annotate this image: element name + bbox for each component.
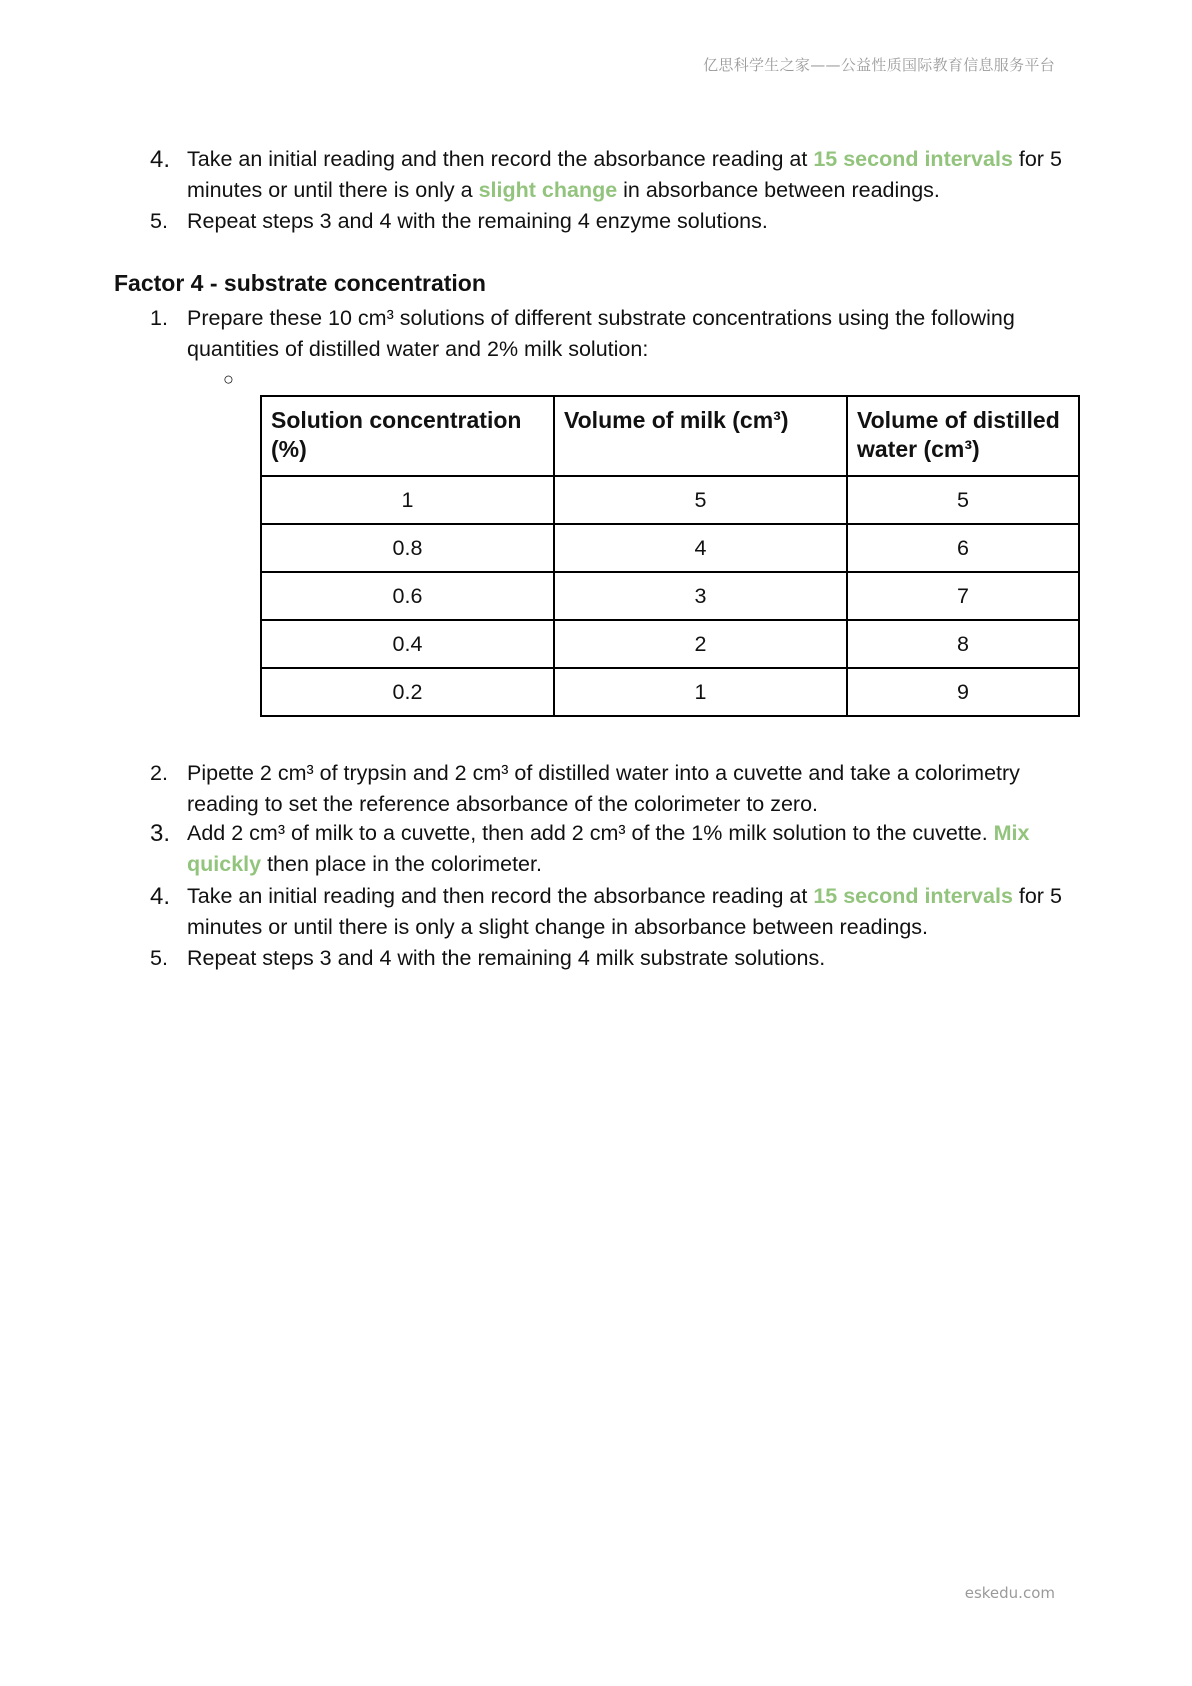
table-cell: 2 <box>554 620 847 668</box>
table-cell: 7 <box>847 572 1079 620</box>
text-segment: for 5 minutes or until there is only a <box>187 147 1062 202</box>
table-cell: 0.6 <box>261 572 554 620</box>
header-volume-milk: Volume of milk (cm³) <box>554 396 847 476</box>
table-row <box>261 668 1079 716</box>
text-segment: Pipette 2 cm³ of trypsin and 2 cm³ of distilled water into a cuvette and take a colorimetry reading to set the reference absorbance of the colorimeter to zero. <box>187 761 1020 816</box>
step-text <box>187 881 1080 943</box>
step-number: 4. <box>150 883 171 910</box>
text-segment: for 5 minutes or until there is only a slight change in absorbance between readings. <box>187 884 1062 939</box>
table-cell: 9 <box>847 668 1079 716</box>
step-number: 4. <box>150 146 171 173</box>
step-number: 1. <box>150 306 168 330</box>
page-header-text: 亿思科学生之家——公益性质国际教育信息服务平台 <box>703 56 1055 74</box>
step-text <box>187 943 1080 974</box>
step-4-substrate <box>150 881 1080 943</box>
table-cell: 4 <box>554 524 847 572</box>
step-1-substrate <box>150 303 1080 365</box>
table-cell: 8 <box>847 620 1079 668</box>
factor-4-heading: Factor 4 - substrate concentration <box>114 270 486 296</box>
table-header-row <box>261 396 1079 476</box>
table-cell: 5 <box>554 476 847 524</box>
highlighted-text: Mix quickly <box>187 821 1030 876</box>
text-segment: then place in the colorimeter. <box>261 852 542 876</box>
step-text <box>187 818 1080 880</box>
step-2-substrate <box>150 758 1080 820</box>
highlighted-text: 15 second intervals <box>813 884 1013 908</box>
header-solution-concentration: Solution concentration (%) <box>261 396 554 476</box>
page-footer-text: eskedu.com <box>964 1584 1055 1602</box>
step-text <box>187 144 1080 206</box>
step-text <box>187 206 1080 237</box>
step-number: 5. <box>150 209 168 233</box>
header-volume-water: Volume of distilled water (cm³) <box>847 396 1079 476</box>
table-cell: 1 <box>261 476 554 524</box>
step-4-enzyme <box>150 144 1080 206</box>
table-cell: 0.4 <box>261 620 554 668</box>
table-cell: 0.2 <box>261 668 554 716</box>
substrate-concentration-table <box>260 395 1080 717</box>
text-segment: Repeat steps 3 and 4 with the remaining 4 enzyme solutions. <box>187 209 768 233</box>
step-number: 5. <box>150 946 168 970</box>
table-row <box>261 476 1079 524</box>
table-row <box>261 620 1079 668</box>
step-5-substrate <box>150 943 1080 974</box>
step-5-enzyme <box>150 206 1080 237</box>
table-cell: 5 <box>847 476 1079 524</box>
step-3-substrate <box>150 818 1080 880</box>
table-cell: 0.8 <box>261 524 554 572</box>
highlighted-text: slight change <box>478 178 618 202</box>
text-segment: Take an initial reading and then record the absorbance reading at <box>187 884 814 908</box>
step-number: 3. <box>150 820 171 847</box>
text-segment: Repeat steps 3 and 4 with the remaining 4 milk substrate solutions. <box>187 946 826 970</box>
step-text <box>187 758 1080 820</box>
step-number: 2. <box>150 761 168 785</box>
text-segment: Take an initial reading and then record the absorbance reading at <box>187 147 814 171</box>
table-row <box>261 572 1079 620</box>
sub-bullet: ○ <box>223 369 234 389</box>
text-segment: Add 2 cm³ of milk to a cuvette, then add 2 cm³ of the 1% milk solution to the cuvette. <box>187 821 994 845</box>
table-cell: 6 <box>847 524 1079 572</box>
highlighted-text: 15 second intervals <box>813 147 1013 171</box>
step-text: Prepare these 10 cm³ solutions of different substrate concentrations using the following quantities of distilled water and 2% milk solution: <box>187 306 1015 361</box>
table-cell: 3 <box>554 572 847 620</box>
text-segment: in absorbance between readings. <box>617 178 940 202</box>
table-row <box>261 524 1079 572</box>
table-cell: 1 <box>554 668 847 716</box>
